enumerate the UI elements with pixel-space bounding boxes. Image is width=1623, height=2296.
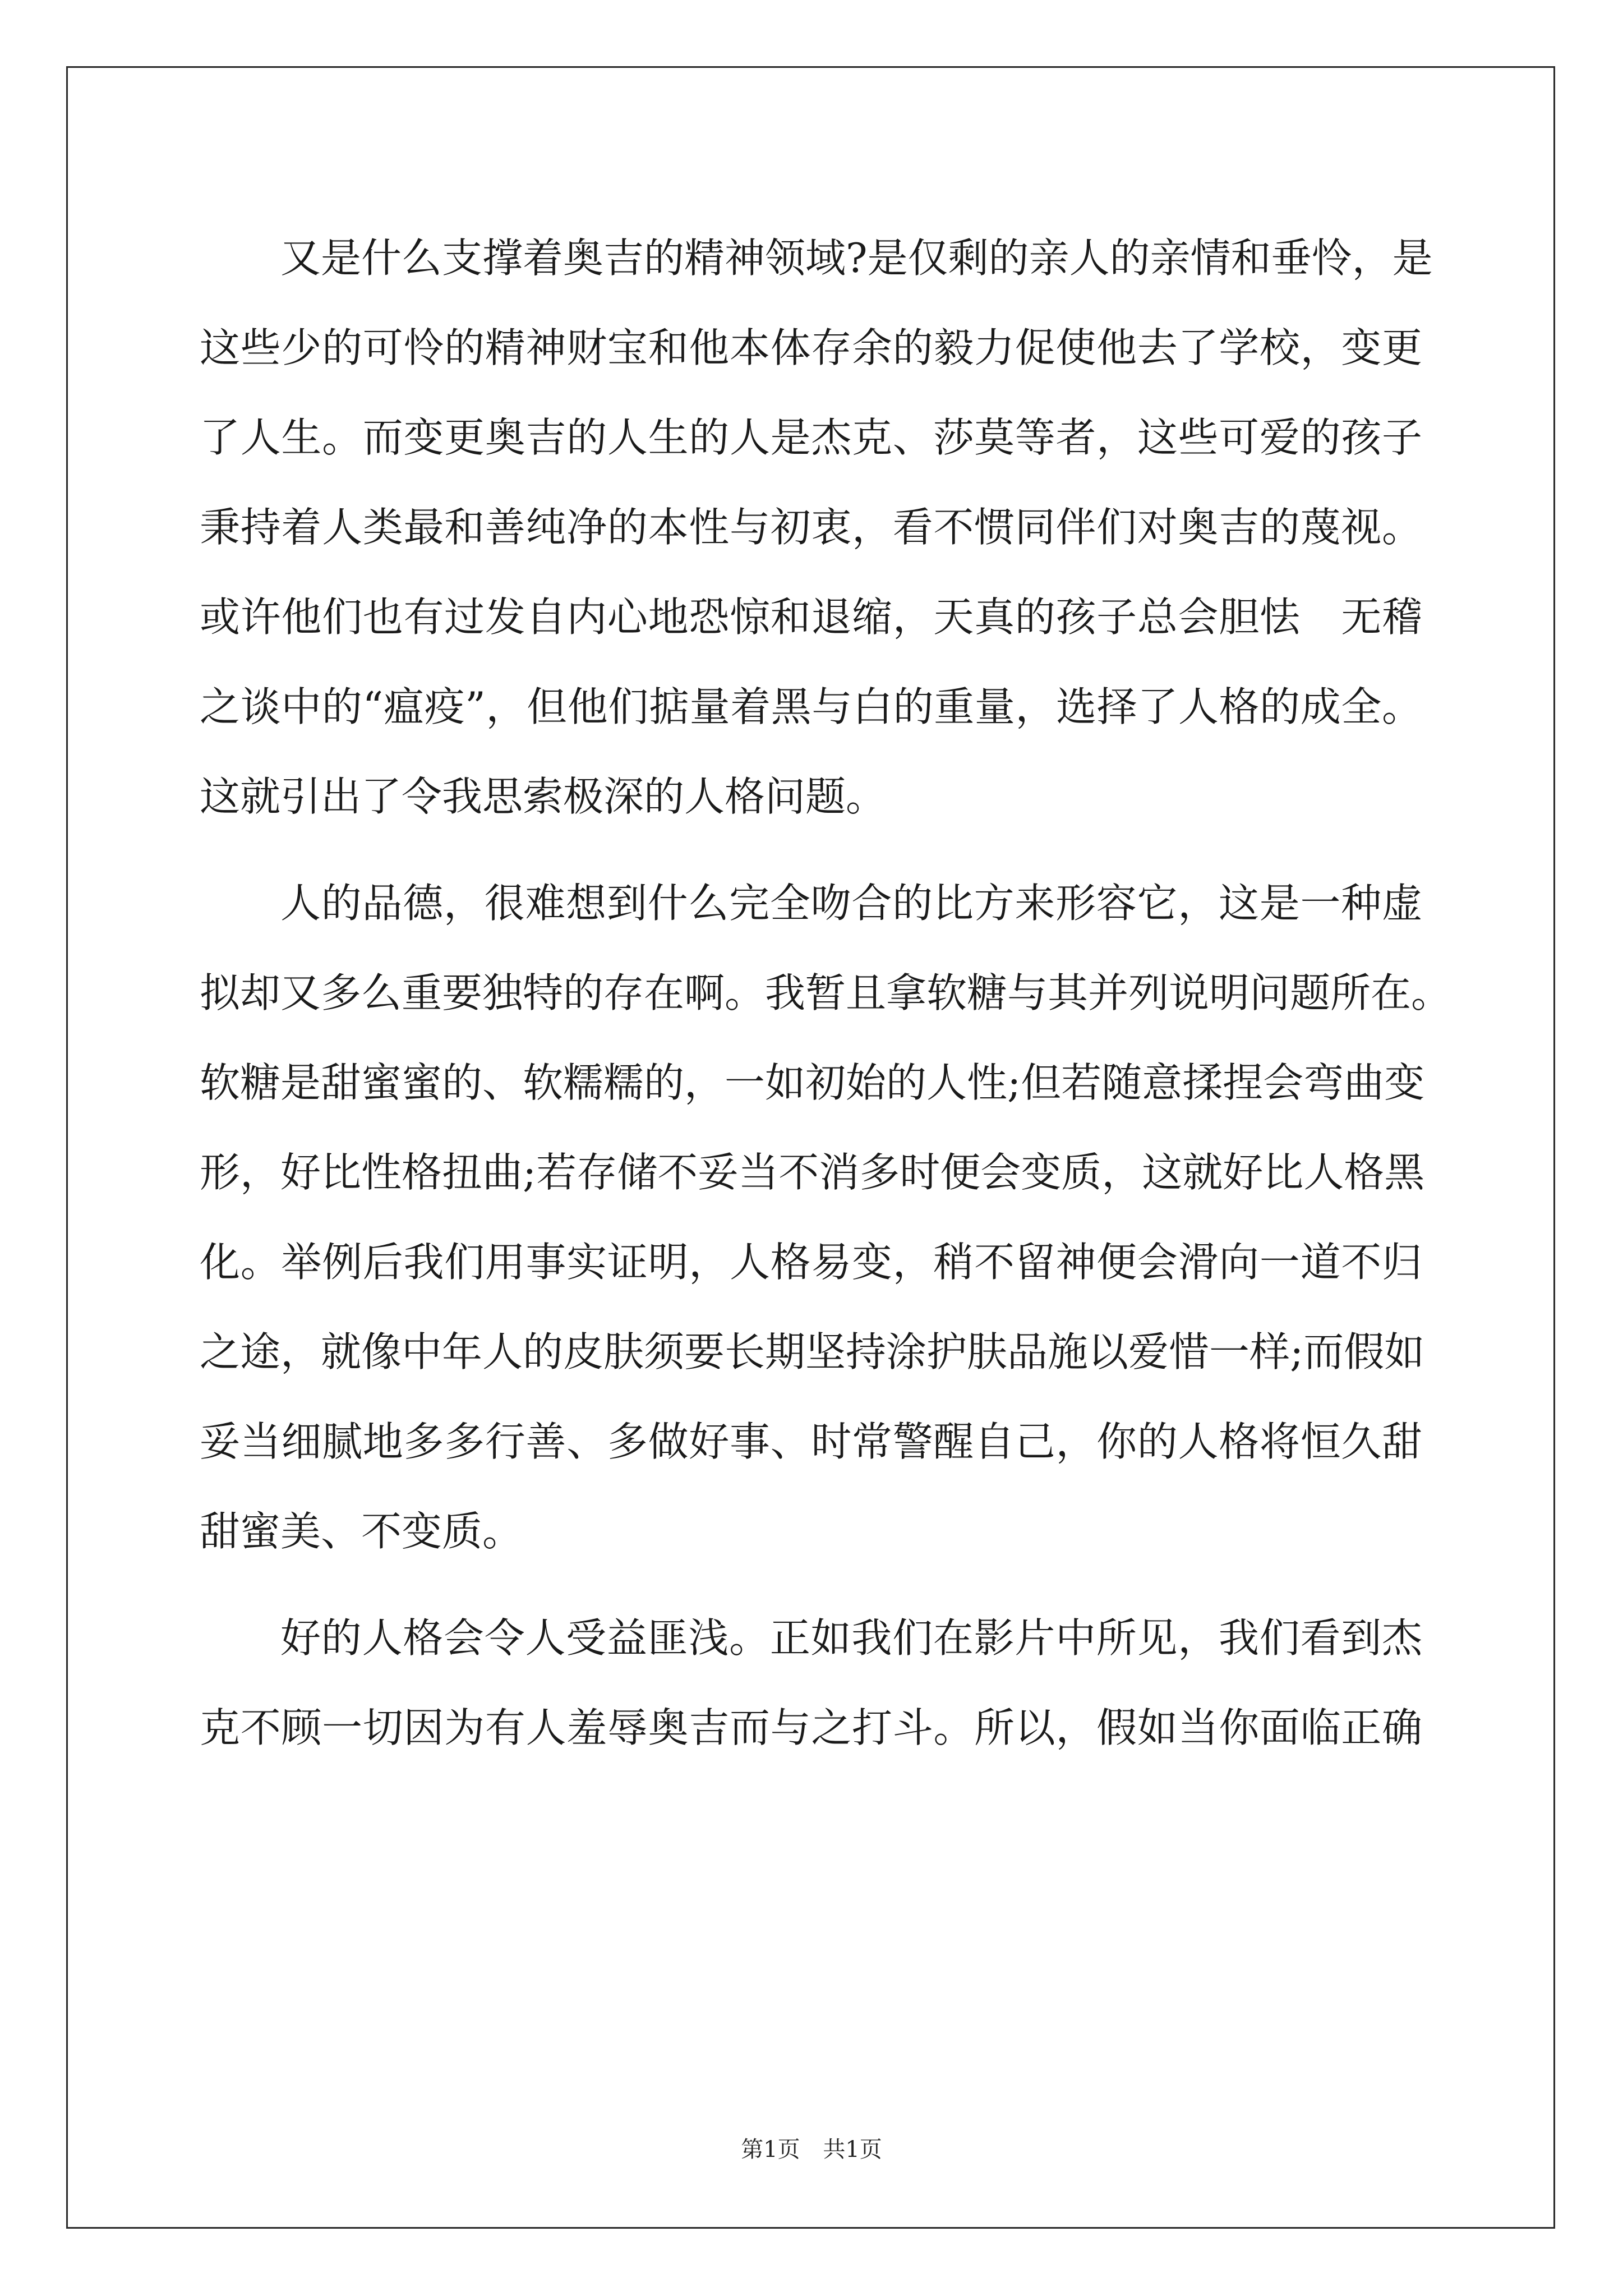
- text-line: 这些少的可怜的精神财宝和他本体存余的毅力促使他去了学校，变更: [200, 324, 1422, 371]
- text-line: 了人生。而变更奥吉的人生的人是杰克、莎莫等者，这些可爱的孩子: [200, 414, 1422, 461]
- text-line: 形，好比性格扭曲;若存储不妥当不消多时便会变质，这就好比人格黑: [200, 1149, 1425, 1196]
- text-line: 人的品德，很难想到什么完全吻合的比方来形容它，这是一种虚: [280, 880, 1422, 927]
- text-line: 又是什么支撑着奥吉的精神领域?是仅剩的亲人的亲情和垂怜，是: [280, 234, 1433, 282]
- paragraph-gap: [200, 1576, 1422, 1593]
- text-line: 软糖是甜蜜蜜的、软糯糯的，一如初始的人性;但若随意揉捏会弯曲变: [200, 1059, 1425, 1106]
- text-line: 好的人格会令人受益匪浅。正如我们在影片中所见，我们看到杰: [280, 1614, 1422, 1662]
- text-line: 或许他们也有过发自内心地恐惊和退缩，天真的孩子总会胆怯 无稽: [200, 593, 1422, 641]
- text-line: 之途，就像中年人的皮肤须要长期坚持涂护肤品施以爱惜一样;而假如: [200, 1328, 1425, 1375]
- document-body: [200, 213, 1452, 1773]
- text-line: 化。举例后我们用事实证明，人格易变，稍不留神便会滑向一道不归: [200, 1239, 1422, 1286]
- text-line: 克不顾一切因为有人羞辱奥吉而与之打斗。所以，假如当你面临正确: [200, 1704, 1422, 1751]
- paragraph-gap: [200, 841, 1422, 858]
- text-line: 之谈中的“瘟疫”，但他们掂量着黑与白的重量，选择了人格的成全。: [200, 683, 1422, 730]
- text-line: 秉持着人类最和善纯净的本性与初衷，看不惯同伴们对奥吉的蔑视。: [200, 504, 1422, 551]
- page-number: 第1页: [741, 2137, 800, 2162]
- text-line: 甜蜜美、不变质。: [200, 1508, 523, 1555]
- text-line: 妥当细腻地多多行善、多做好事、时常警醒自己，你的人格将恒久甜: [200, 1418, 1422, 1465]
- text-line: 拟却又多么重要独特的存在啊。我暂且拿软糖与其并列说明问题所在。: [200, 969, 1452, 1016]
- text-line: 这就引出了令我思索极深的人格问题。: [200, 773, 887, 820]
- page-footer: [0, 2132, 1623, 2164]
- page-total: 共1页: [823, 2137, 882, 2162]
